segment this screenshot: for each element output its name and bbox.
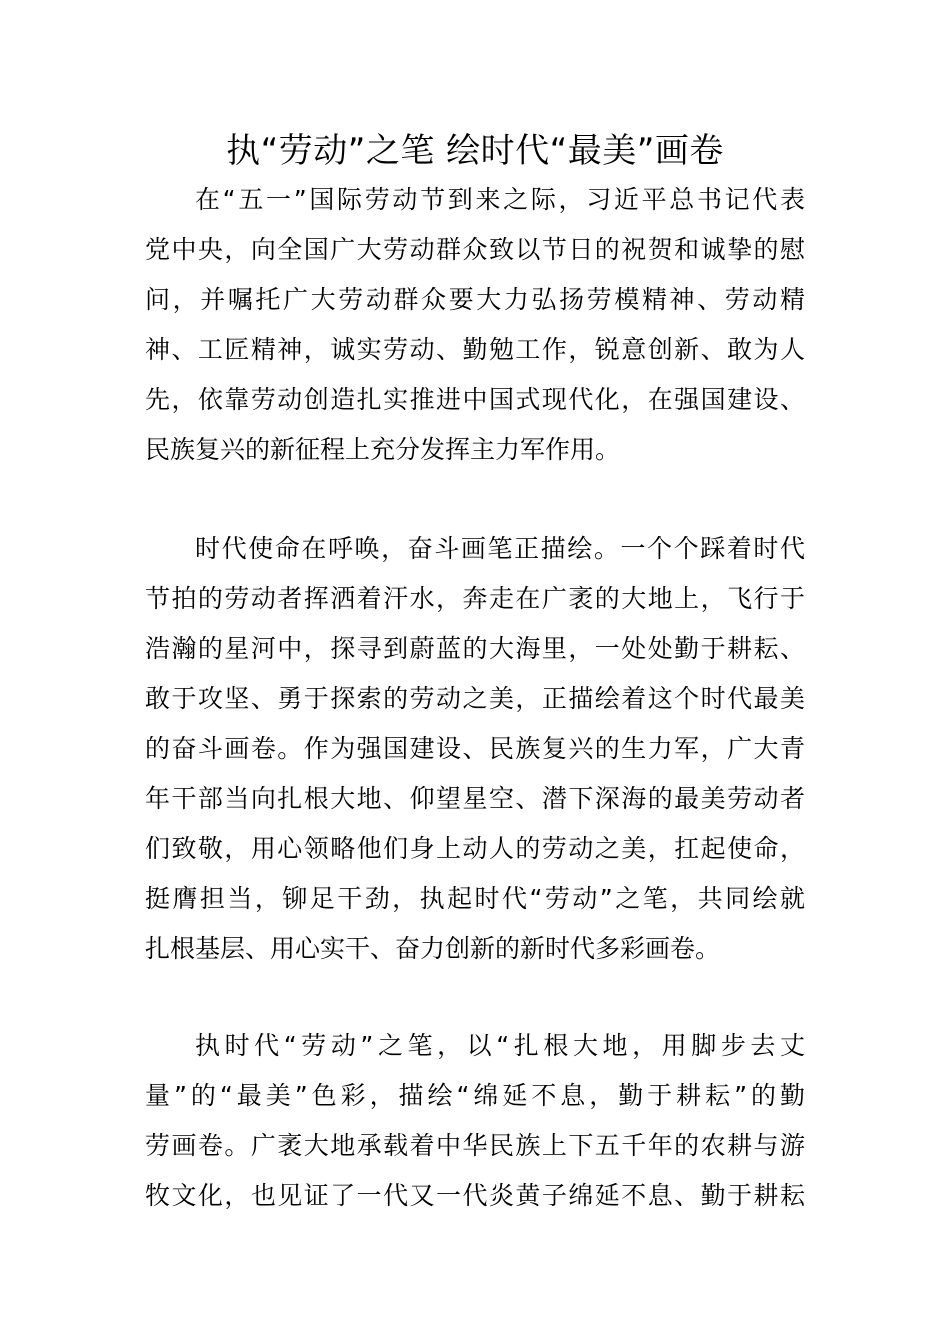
paragraph-line: 神、工匠精神，诚实劳动、勤勉工作，锐意创新、敢为人 (145, 335, 805, 364)
paragraph-line: 在“五一”国际劳动节到来之际，习近平总书记代表 (195, 185, 805, 214)
paragraph-line: 时代使命在呼唤，奋斗画笔正描绘。一个个踩着时代 (195, 534, 805, 563)
paragraph-line: 劳画卷。广袤大地承载着中华民族上下五千年的农耕与游 (145, 1131, 805, 1160)
paragraph-line: 们致敬，用心领略他们身上动人的劳动之美，扛起使命， (145, 834, 805, 863)
paragraph-line: 牧文化，也见证了一代又一代炎黄子绵延不息、勤于耕耘 (145, 1181, 805, 1210)
paragraph-line: 挺膺担当，铆足干劲，执起时代“劳动”之笔，共同绘就 (145, 884, 805, 913)
paragraph-2 (145, 524, 805, 974)
paragraph-line: 浩瀚的星河中，探寻到蔚蓝的大海里，一处处勤于耕耘、 (145, 634, 805, 663)
paragraph-line: 量”的“最美”色彩，描绘“绵延不息，勤于耕耘”的勤 (145, 1081, 805, 1110)
paragraph-1 (145, 175, 805, 475)
paragraph-line: 党中央，向全国广大劳动群众致以节日的祝贺和诚挚的慰 (145, 235, 805, 264)
paragraph-line: 年干部当向扎根大地、仰望星空、潜下深海的最美劳动者 (145, 784, 805, 813)
paragraph-line: 民族复兴的新征程上充分发挥主力军作用。 (145, 435, 621, 464)
paragraph-line: 的奋斗画卷。作为强国建设、民族复兴的生力军，广大青 (145, 734, 805, 763)
paragraph-line: 先，依靠劳动创造扎实推进中国式现代化，在强国建设、 (145, 385, 805, 414)
paragraph-line: 敢于攻坚、勇于探索的劳动之美，正描绘着这个时代最美 (145, 684, 805, 713)
paragraph-line: 执时代“劳动”之笔，以“扎根大地，用脚步去丈 (195, 1031, 805, 1060)
paragraph-line: 节拍的劳动者挥洒着汗水，奔走在广袤的大地上，飞行于 (145, 584, 805, 613)
paragraph-line: 问，并嘱托广大劳动群众要大力弘扬劳模精神、劳动精 (145, 285, 805, 314)
article-title: 执“劳动”之笔 绘时代“最美”画卷 (226, 131, 724, 171)
paragraph-line: 扎根基层、用心实干、奋力创新的新时代多彩画卷。 (145, 934, 721, 963)
paragraph-3 (145, 1021, 805, 1221)
